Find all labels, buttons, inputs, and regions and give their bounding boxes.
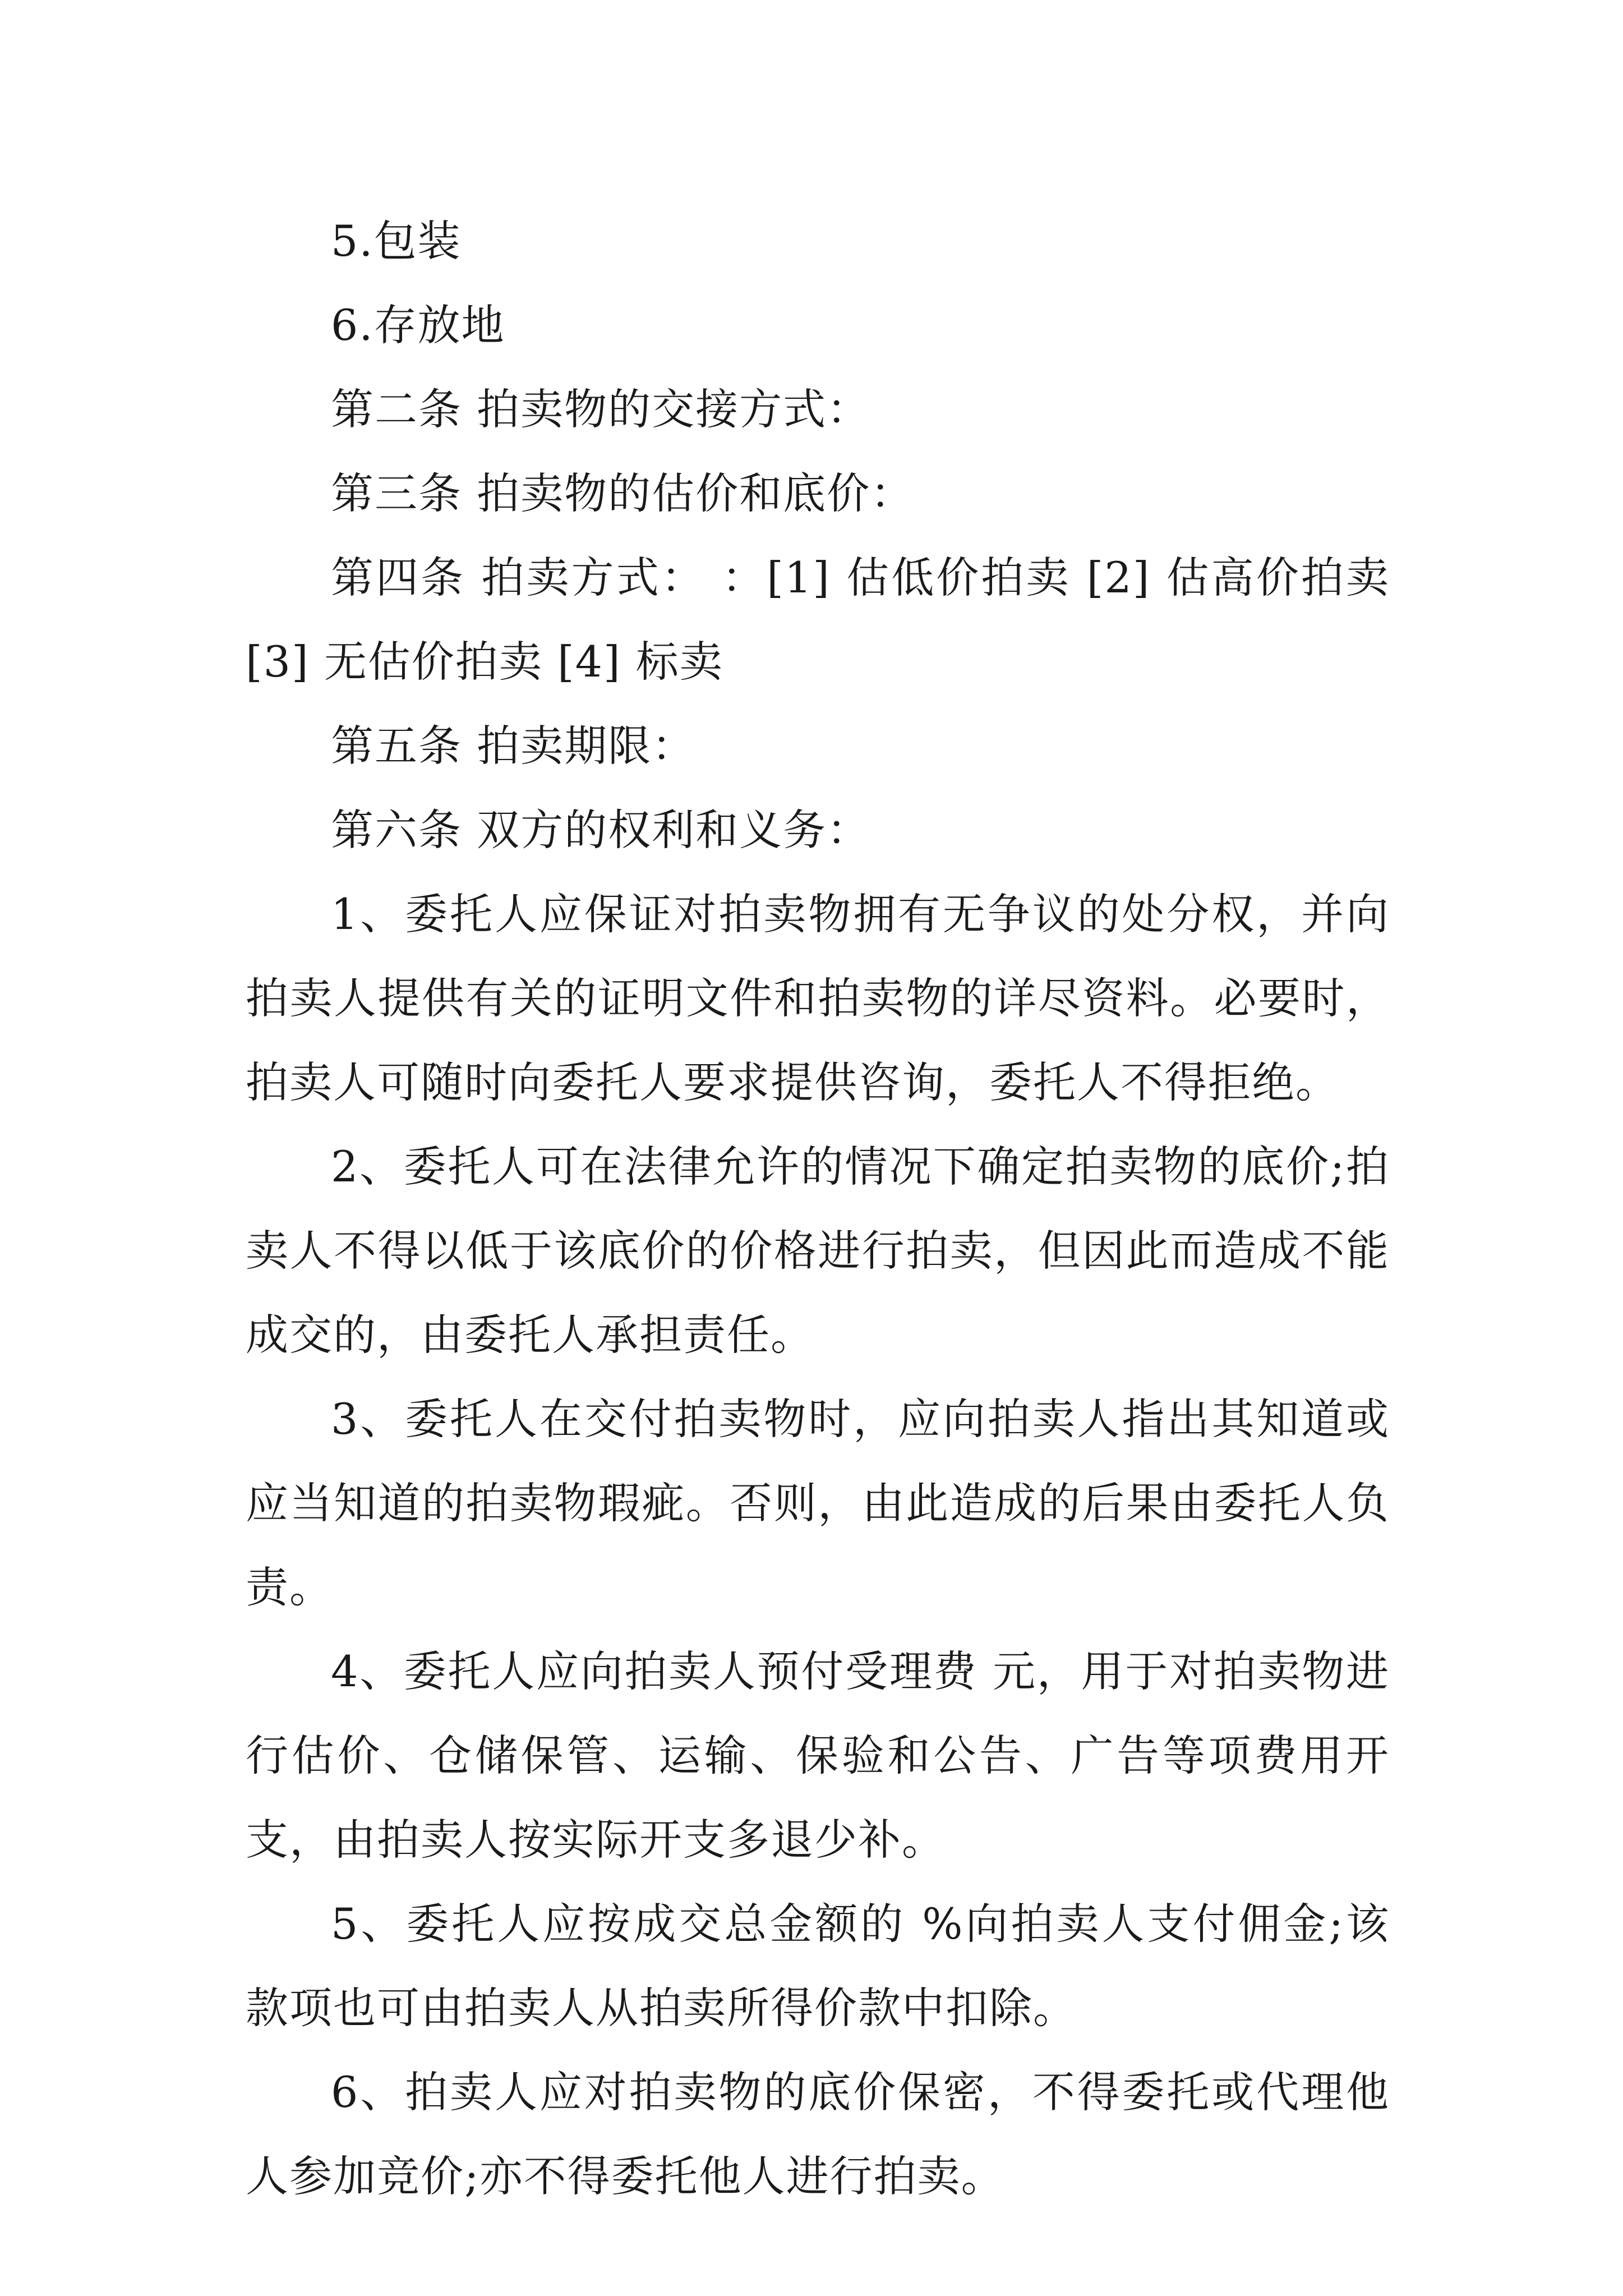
clause-4: 4、委托人应向拍卖人预付受理费 元，用于对拍卖物进行估价、仓储保管、运输、保验和公告、广告等项费用开支，由拍卖人按实际开支多退少补。 [246, 1646, 1390, 1865]
article-4-auction-method: 第四条 拍卖方式： ：[1] 估低价拍卖 [2] 估高价拍卖 [3] 无估价拍卖 [4] 标卖 [246, 553, 1390, 687]
clause-6: 6、拍卖人应对拍卖物的底价保密，不得委托或代理他人参加竞价;亦不得委托他人进行拍卖。 [246, 2067, 1390, 2201]
paragraph-storage-location: 6.存放地 [331, 300, 505, 350]
paragraph-packaging: 5.包装 [331, 216, 462, 266]
clause-2: 2、委托人可在法律允许的情况下确定拍卖物的底价;拍卖人不得以低于该底价的价格进行拍卖，但因此而造成不能成交的，由委托人承担责任。 [246, 1142, 1390, 1360]
clause-3: 3、委托人在交付拍卖物时，应向拍卖人指出其知道或应当知道的拍卖物瑕疵。否则，由此造成的后果由委托人负责。 [246, 1394, 1390, 1612]
article-2-handover: 第二条 拍卖物的交接方式： [331, 384, 871, 434]
document-body [246, 199, 1390, 2219]
article-5-auction-period: 第五条 拍卖期限： [331, 721, 696, 771]
article-6-rights-obligations: 第六条 双方的权利和义务： [331, 805, 871, 855]
article-3-valuation: 第三条 拍卖物的估价和底价： [331, 468, 915, 518]
clause-1: 1、委托人应保证对拍卖物拥有无争议的处分权，并向拍卖人提供有关的证明文件和拍卖物的详尽资料。必要时，拍卖人可随时向委托人要求提供咨询，委托人不得拒绝。 [246, 889, 1390, 1107]
clause-5: 5、委托人应按成交总金额的 %向拍卖人支付佣金;该款项也可由拍卖人从拍卖所得价款中扣除。 [246, 1899, 1390, 2033]
